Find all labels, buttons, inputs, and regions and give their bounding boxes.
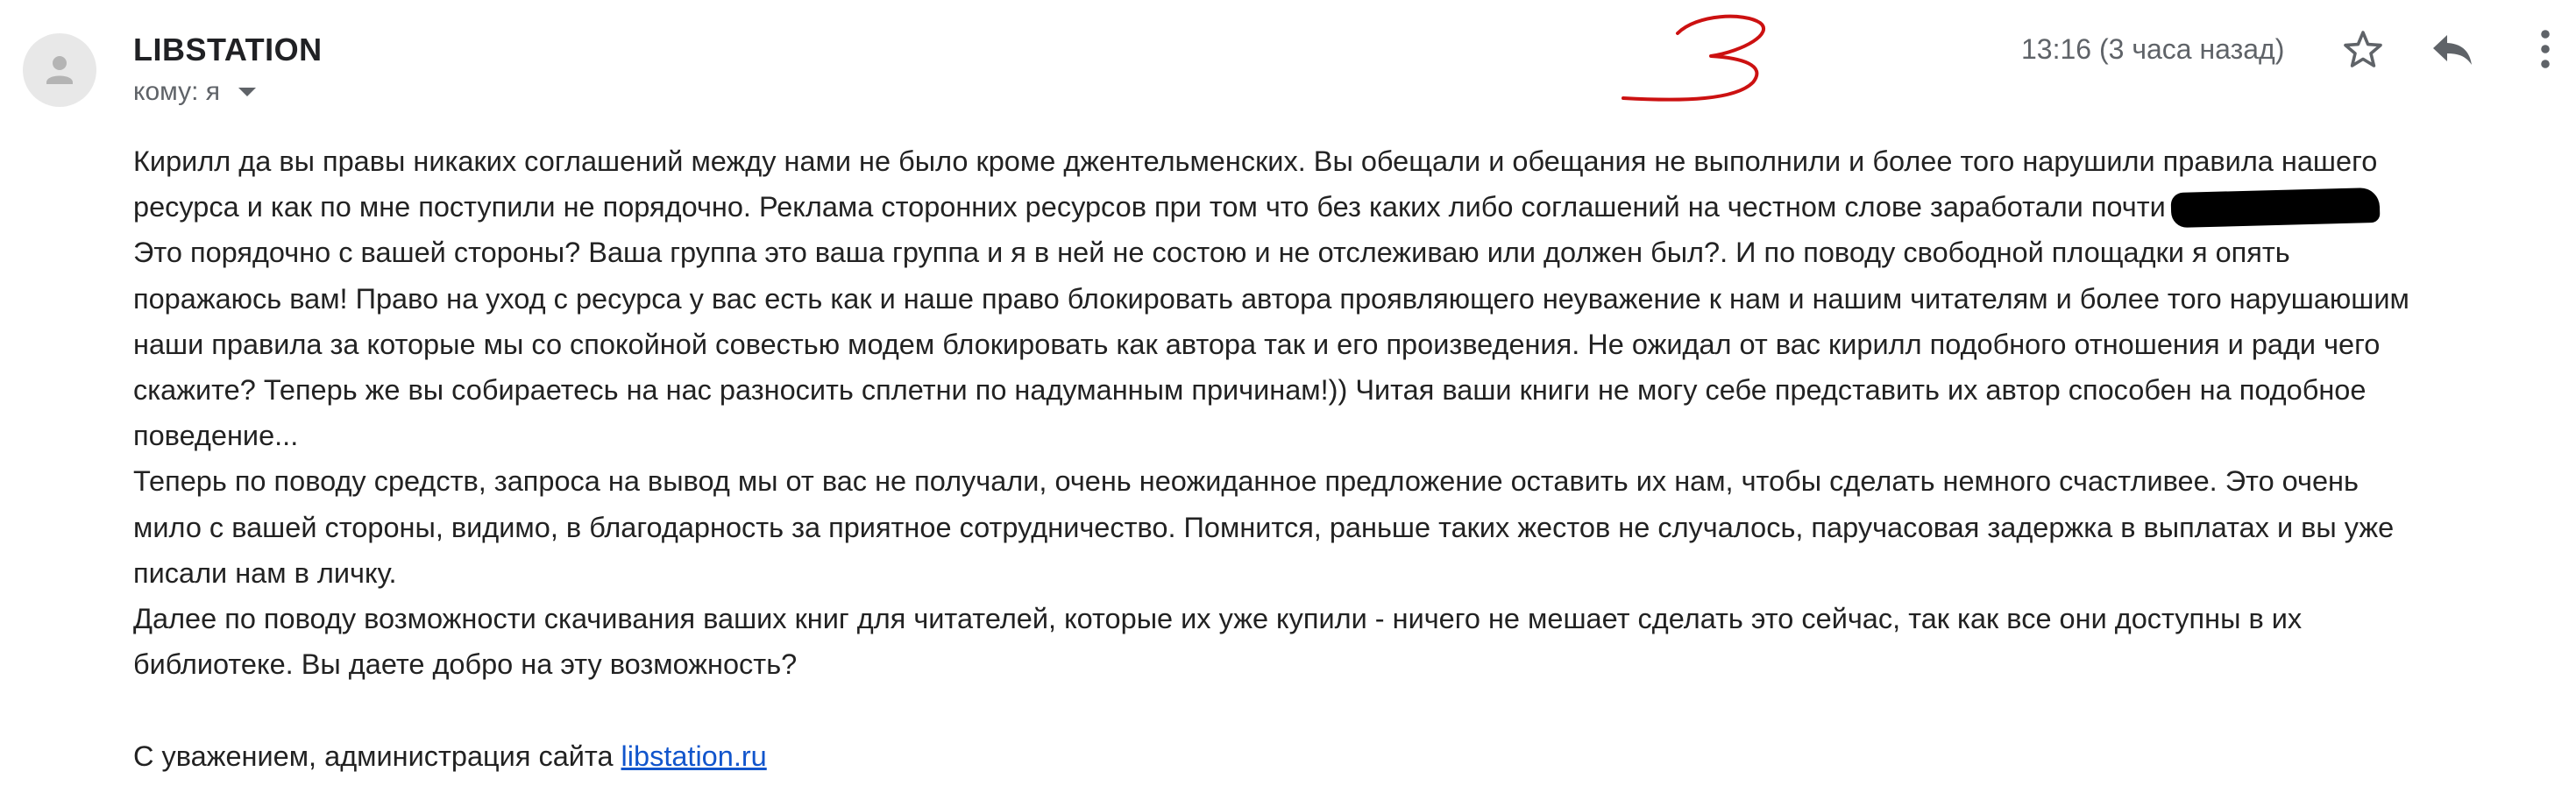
reply-icon[interactable] (2428, 25, 2477, 74)
blank-line (133, 687, 2561, 733)
message-body (133, 138, 2561, 779)
recipients-label: кому: я (133, 77, 221, 106)
body-line: скажите? Теперь же вы собираетесь на нас разносить сплетни по надуманным причинам!)) Читая ваши книги не могу себе представить их автор способен на подобное (133, 374, 2367, 407)
body-line: писали нам в личку. (133, 556, 397, 589)
body-line: Теперь по поводу средств, запроса на вывод мы от вас не получали, очень неожиданное предложение оставить их нам, чтобы сделать немного счастливее. Это очень (133, 465, 2359, 498)
body-line: наши правила за которые мы со спокойной совестью модем блокировать как автора так и его произведения. Не ожидал от вас кирилл подобного отношения и ради чего (133, 328, 2381, 360)
person-icon (23, 33, 96, 107)
caret-down-icon[interactable] (236, 85, 259, 99)
message-timestamp: 13:16 (3 часа назад) (2021, 33, 2285, 65)
star-icon[interactable] (2338, 25, 2388, 74)
body-line: поражаюсь вам! Право на уход с ресурса у вас есть как и наше право блокировать автора проявляющего неуважение к нам и нашим читателям и более того нарушаюшим (133, 282, 2409, 315)
body-line: Это порядочно с вашей стороны? Ваша группа это ваша группа и я в ней не состою и не отслеживаю или должен был?. И по поводу свободной площадки я опять (133, 237, 2290, 269)
signature-text: С уважением, администрация сайта (133, 740, 621, 772)
redacted-amount (2170, 188, 2380, 228)
signature (133, 733, 2561, 779)
recipients-line (133, 77, 259, 107)
body-line-text: ресурса и как по мне поступили не порядочно. Реклама сторонних ресурсов при том что без каких либо соглашений на честном слове заработали почти (133, 191, 2166, 223)
body-line: библиотеке. Вы даете добро на эту возможность? (133, 648, 798, 681)
sender-name[interactable]: LIBSTATION (133, 32, 323, 67)
body-line (133, 184, 2561, 230)
more-vert-icon[interactable] (2521, 25, 2565, 74)
body-line: поведение... (133, 420, 299, 452)
body-line: мило с вашей стороны, видимо, в благодарность за приятное сотрудничество. Помнится, раньше таких жестов не случалось, паручасовая задержка в выплатах и вы уже (133, 511, 2395, 543)
website-link[interactable]: libstation.ru (621, 740, 767, 772)
body-line: Далее по поводу возможности скачивания ваших книг для читателей, которые их уже купили - ничего не мешает сделать это сейчас, так как все они доступны в их (133, 603, 2303, 635)
body-line: Кирилл да вы правы никаких соглашений между нами не было кроме джентельменских. Вы обещали и обещания не выполнили и более того нарушили правила нашего (133, 145, 2378, 177)
sender-avatar[interactable] (23, 33, 96, 107)
handwritten-3-annotation (1613, 7, 1779, 105)
